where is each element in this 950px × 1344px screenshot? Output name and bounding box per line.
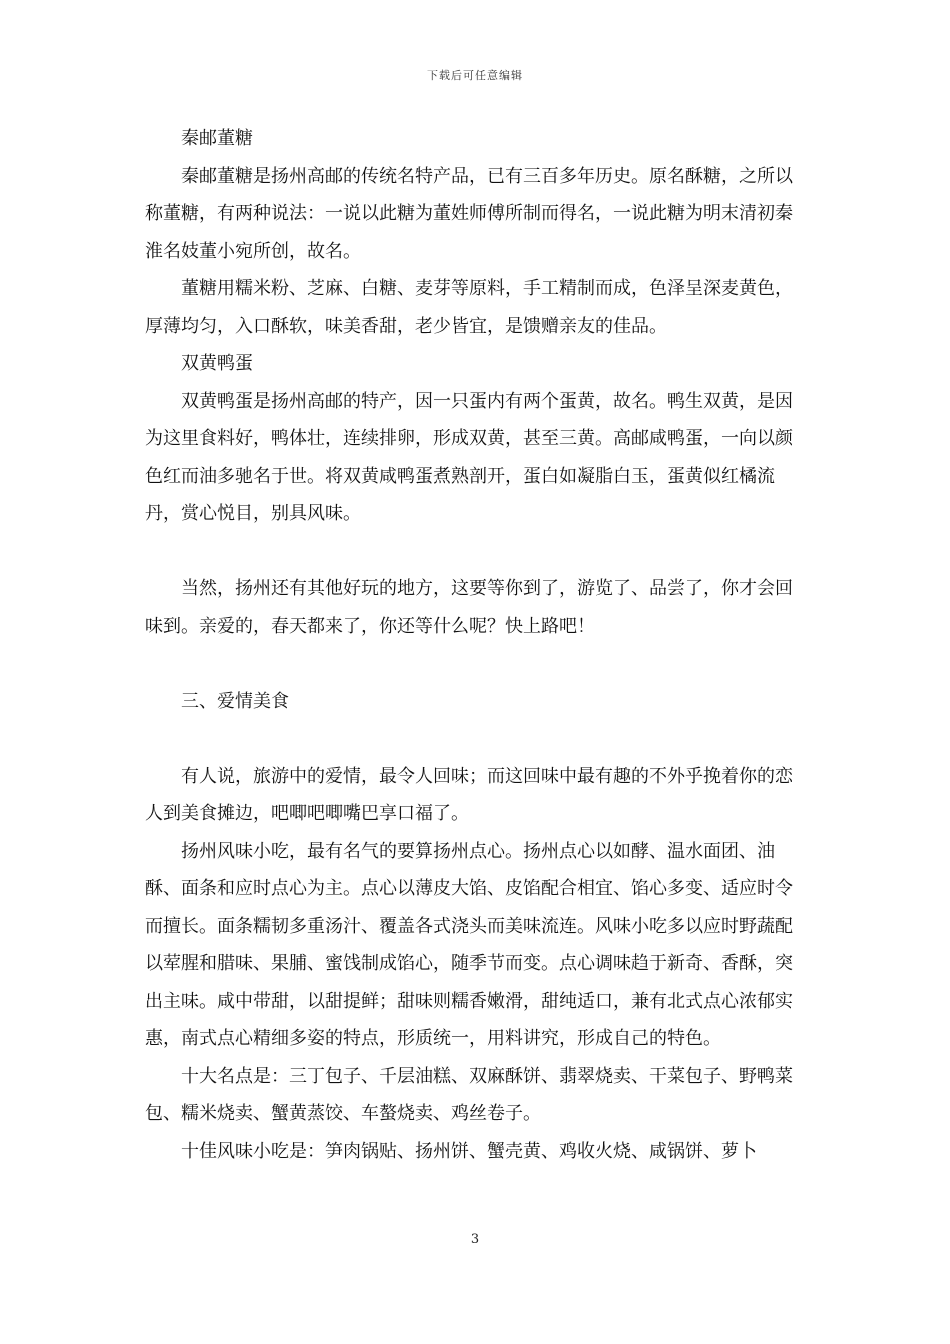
document-body [145,120,810,1170]
blank-line [145,645,810,683]
blank-line [145,533,810,571]
heading-qinyou-dongtang: 秦邮董糖 [181,128,253,149]
page-number: 3 [470,1232,480,1247]
paragraph: 当然，扬州还有其他好玩的地方，这要等你到了，游览了、品尝了，你才会回味到。亲爱的，春天都来了，你还等什么呢？快上路吧！ [145,578,793,637]
paragraph: 有人说，旅游中的爱情，最令人回味；而这回味中最有趣的不外乎挽着你的恋人到美食摊边，吧唧吧唧嘴巴享口福了。 [145,765,793,824]
paragraph: 双黄鸭蛋是扬州高邮的特产，因一只蛋内有两个蛋黄，故名。鸭生双黄，是因为这里食料好，鸭体壮，连续排卵，形成双黄，甚至三黄。高邮咸鸭蛋，一向以颜色红而油多驰名于世。将双黄咸鸭蛋煮熟剖开，蛋白如凝脂白玉，蛋黄似红橘流丹，赏心悦目，别具风味。 [145,390,793,524]
paragraph: 董糖用糯米粉、芝麻、白糖、麦芽等原料，手工精制而成，色泽呈深麦黄色，厚薄均匀，入口酥软，味美香甜，老少皆宜，是馈赠亲友的佳品。 [145,278,793,337]
paragraph: 扬州风味小吃，最有名气的要算扬州点心。扬州点心以如酵、温水面团、油酥、面条和应时点心为主。点心以薄皮大馅、皮馅配合相宜、馅心多变、适应时令而擅长。面条糯韧多重汤汁、覆盖各式浇头而美味流连。风味小吃多以应时野蔬配以荤腥和腊味、果脯、蜜饯制成馅心，随季节而变。点心调味趋于新奇、香酥，突出主味。咸中带甜，以甜提鲜；甜味则糯香嫩滑，甜纯适口，兼有北式点心浓郁实惠，南式点心精细多姿的特点，形质统一，用料讲究，形成自己的特色。 [145,840,793,1049]
heading-shuanghuang-yadan: 双黄鸭蛋 [181,353,253,374]
paragraph: 十大名点是：三丁包子、千层油糕、双麻酥饼、翡翠烧卖、干菜包子、野鸭菜包、糯米烧卖、蟹黄蒸饺、车螯烧卖、鸡丝卷子。 [145,1065,793,1124]
paragraph: 秦邮董糖是扬州高邮的传统名特产品，已有三百多年历史。原名酥糖，之所以称董糖，有两种说法：一说以此糖为董姓师傅所制而得名，一说此糖为明末清初秦淮名妓董小宛所创，故名。 [145,165,793,262]
paragraph: 十佳风味小吃是：笋肉锅贴、扬州饼、蟹壳黄、鸡收火烧、咸锅饼、萝卜 [181,1140,757,1162]
blank-line [145,720,810,758]
page-header: 下载后可任意编辑 [427,69,523,82]
section-heading: 三、爱情美食 [181,690,289,712]
